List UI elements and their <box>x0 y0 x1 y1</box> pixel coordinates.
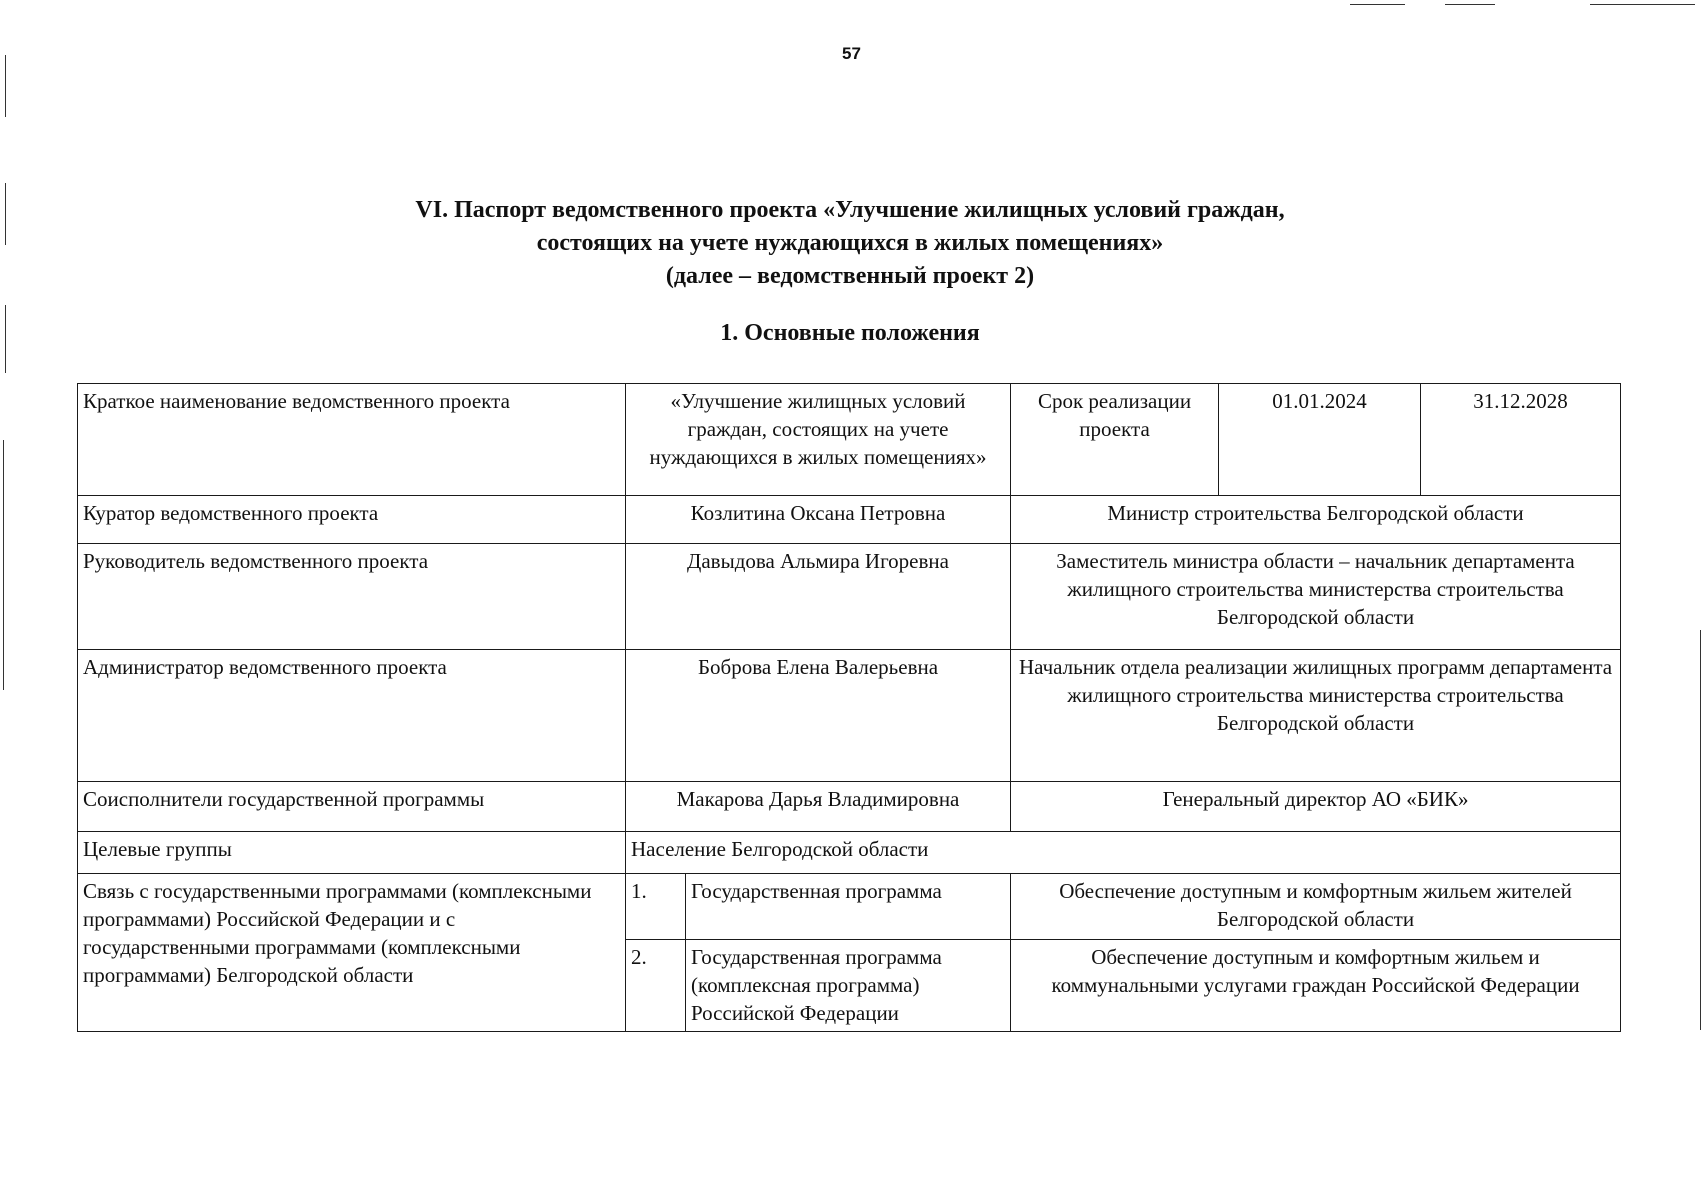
project-passport-table <box>77 383 1621 1032</box>
section-title: 1. Основные положения <box>720 320 980 346</box>
admin-label: Администратор ведомственного проекта <box>78 650 626 782</box>
head-name: Давыдова Альмира Игоревна <box>626 544 1011 650</box>
table-row-short-name <box>78 384 1621 496</box>
short-name-value: «Улучшение жилищных условий граждан, состоящих на учете нуждающихся в жилых помещениях» <box>626 384 1011 496</box>
scan-artifact <box>1590 4 1695 5</box>
head-position: Заместитель министра области – начальник департамента жилищного строительства министерства строительства Белгородской области <box>1011 544 1621 650</box>
page-number: 57 <box>842 44 861 63</box>
scan-artifact <box>5 305 6 373</box>
scan-artifact <box>5 55 6 117</box>
link-program-name: Обеспечение доступным и комфортным жильем и коммунальными услугами граждан Российской Федерации <box>1011 940 1621 1032</box>
end-date: 31.12.2028 <box>1421 384 1621 496</box>
coexecutors-position: Генеральный директор АО «БИК» <box>1011 782 1621 832</box>
scan-artifact <box>1350 4 1405 5</box>
table-row-curator <box>78 496 1621 544</box>
coexecutors-name: Макарова Дарья Владимировна <box>626 782 1011 832</box>
coexecutors-label: Соисполнители государственной программы <box>78 782 626 832</box>
table-row-head <box>78 544 1621 650</box>
heading-line-2: состоящих на учете нуждающихся в жилых помещениях» <box>536 230 1164 256</box>
curator-position: Министр строительства Белгородской области <box>1011 496 1621 544</box>
links-label: Связь с государственными программами (комплексными программами) Российской Федерации и с государственными программами (комплексными программами) Белгородской области <box>78 874 626 1032</box>
scan-artifact <box>3 440 4 690</box>
admin-position: Начальник отдела реализации жилищных программ департамента жилищного строительства министерства строительства Белгородской области <box>1011 650 1621 782</box>
head-label: Руководитель ведомственного проекта <box>78 544 626 650</box>
link-number: 2. <box>626 940 686 1032</box>
table-row-target-groups <box>78 832 1621 874</box>
short-name-label: Краткое наименование ведомственного проекта <box>78 384 626 496</box>
target-groups-value: Население Белгородской области <box>626 832 1621 874</box>
curator-label: Куратор ведомственного проекта <box>78 496 626 544</box>
heading-line-3: (далее – ведомственный проект 2) <box>665 263 1035 289</box>
term-label: Срок реализации проекта <box>1011 384 1219 496</box>
link-type: Государственная программа <box>686 874 1011 940</box>
table-row-admin <box>78 650 1621 782</box>
heading-line-1: VI. Паспорт ведомственного проекта «Улучшение жилищных условий граждан, <box>415 197 1285 223</box>
target-groups-label: Целевые группы <box>78 832 626 874</box>
scan-artifact <box>1700 630 1701 1030</box>
document-heading <box>200 194 1500 293</box>
admin-name: Боброва Елена Валерьевна <box>626 650 1011 782</box>
link-number: 1. <box>626 874 686 940</box>
link-program-name: Обеспечение доступным и комфортным жильем жителей Белгородской области <box>1011 874 1621 940</box>
table-row-link-1 <box>78 874 1621 940</box>
scan-artifact <box>5 183 6 245</box>
link-type: Государственная программа (комплексная программа) Российской Федерации <box>686 940 1011 1032</box>
table-row-coexecutors <box>78 782 1621 832</box>
start-date: 01.01.2024 <box>1219 384 1421 496</box>
scan-artifact <box>1445 4 1495 5</box>
curator-name: Козлитина Оксана Петровна <box>626 496 1011 544</box>
